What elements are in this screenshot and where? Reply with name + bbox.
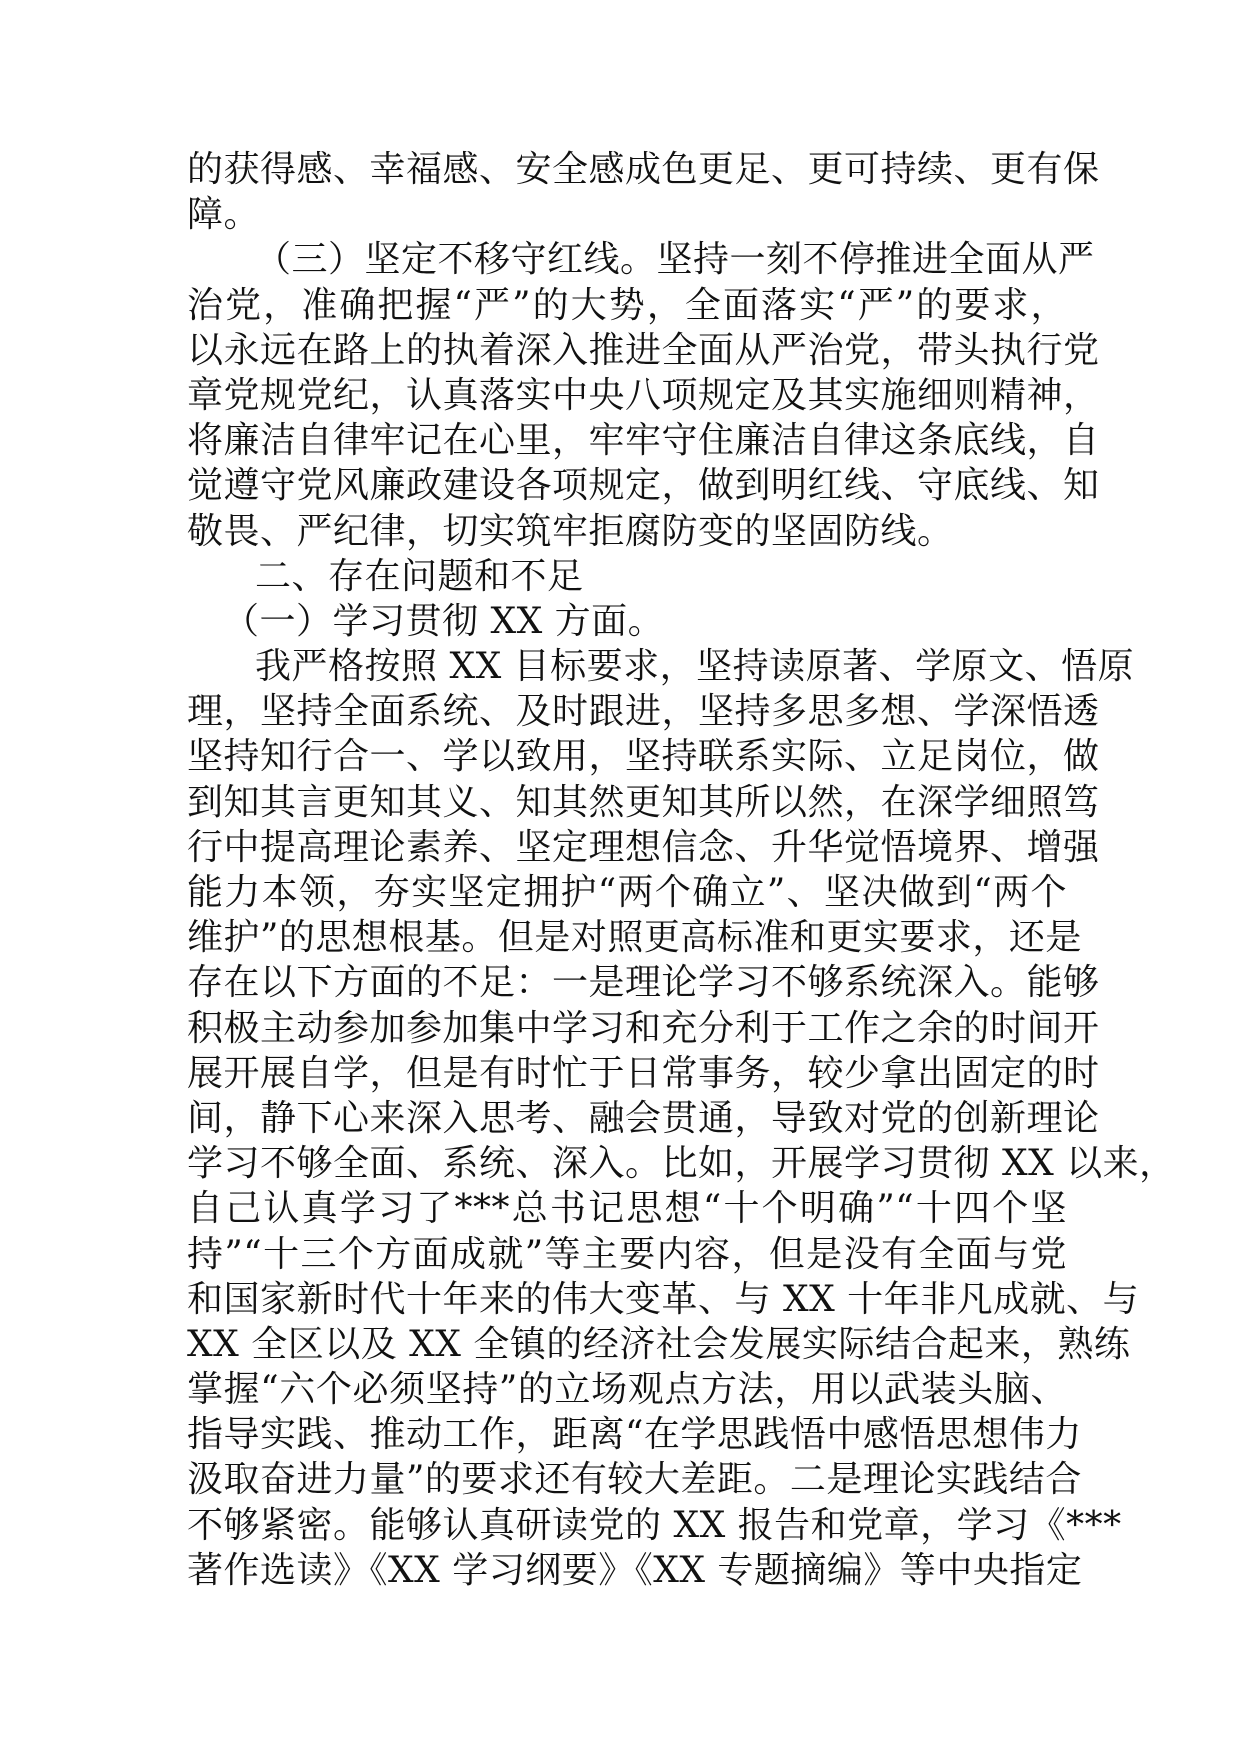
text-line: 积极主动参加参加集中学习和充分利于工作之余的时间开 xyxy=(187,1007,1100,1049)
text-line: 自己认真学习了***总书记思想“十个明确”“十四个坚 xyxy=(187,1188,1067,1230)
text-line: 治党，准确把握“严”的大势，全面落实“严”的要求， xyxy=(187,284,1067,326)
text-line: 著作选读》《XX 学习纲要》《XX 专题摘编》等中央指定 xyxy=(187,1549,1083,1591)
subsection-heading-1: （一）学习贯彻 XX 方面。 xyxy=(223,600,665,642)
text-line: 不够紧密。能够认真研读党的 XX 报告和党章，学习《*** xyxy=(187,1504,1122,1546)
text-line: 理，坚持全面系统、及时跟进，坚持多思多想、学深悟透 xyxy=(187,691,1100,733)
text-line: 障。 xyxy=(187,194,261,236)
text-line: 间，静下心来深入思考、融会贯通，导致对党的创新理论 xyxy=(187,1097,1100,1139)
text-line: 将廉洁自律牢记在心里，牢牢守住廉洁自律这条底线，自 xyxy=(187,420,1100,462)
section-heading-3: （三）坚定不移守红线。坚持一刻不停推进全面从严 xyxy=(255,239,1095,281)
text-line: 汲取奋进力量”的要求还有较大差距。二是理论实践结合 xyxy=(187,1459,1082,1501)
text-line: 维护”的思想根基。但是对照更高标准和更实要求，还是 xyxy=(187,917,1082,959)
body-text xyxy=(187,147,1176,1593)
text-line: 指导实践、推动工作，距离“在学思践悟中感悟思想伟力 xyxy=(187,1414,1082,1456)
text-line: XX 全区以及 XX 全镇的经济社会发展实际结合起来，熟练 xyxy=(187,1323,1131,1365)
text-line: 到知其言更知其义、知其然更知其所以然，在深学细照笃 xyxy=(187,781,1100,823)
text-line: 和国家新时代十年来的伟大变革、与 XX 十年非凡成就、与 xyxy=(187,1278,1140,1320)
text-line: 展开展自学，但是有时忙于日常事务，较少拿出固定的时 xyxy=(187,1052,1100,1094)
text-line: 行中提高理论素养、坚定理想信念、升华觉悟境界、增强 xyxy=(187,826,1100,868)
text-line: 持”“十三个方面成就”等主要内容，但是没有全面与党 xyxy=(187,1233,1067,1275)
text-line: 能力本领，夯实坚定拥护“两个确立”、坚决做到“两个 xyxy=(187,872,1067,913)
text-line: 学习不够全面、系统、深入。比如，开展学习贯彻 XX 以来， xyxy=(187,1143,1176,1185)
text-line: 的获得感、幸福感、安全感成色更足、更可持续、更有保 xyxy=(187,149,1100,190)
text-line: 敬畏、严纪律，切实筑牢拒腐防变的坚固防线。 xyxy=(187,510,954,552)
text-line: 存在以下方面的不足：一是理论学习不够系统深入。能够 xyxy=(187,962,1100,1004)
text-line: 章党规党纪，认真落实中央八项规定及其实施细则精神， xyxy=(187,374,1100,416)
text-line: 觉遵守党风廉政建设各项规定，做到明红线、守底线、知 xyxy=(187,465,1100,507)
section-heading-2: 二、存在问题和不足 xyxy=(255,555,584,597)
text-line: 掌握“六个必须坚持”的立场观点方法，用以武装头脑、 xyxy=(187,1369,1067,1411)
paragraph-start: 我严格按照 XX 目标要求，坚持读原著、学原文、悟原 xyxy=(255,646,1135,688)
text-line: 坚持知行合一、学以致用，坚持联系实际、立足岗位，做 xyxy=(187,736,1100,778)
text-line: 以永远在路上的执着深入推进全面从严治党，带头执行党 xyxy=(187,329,1100,371)
